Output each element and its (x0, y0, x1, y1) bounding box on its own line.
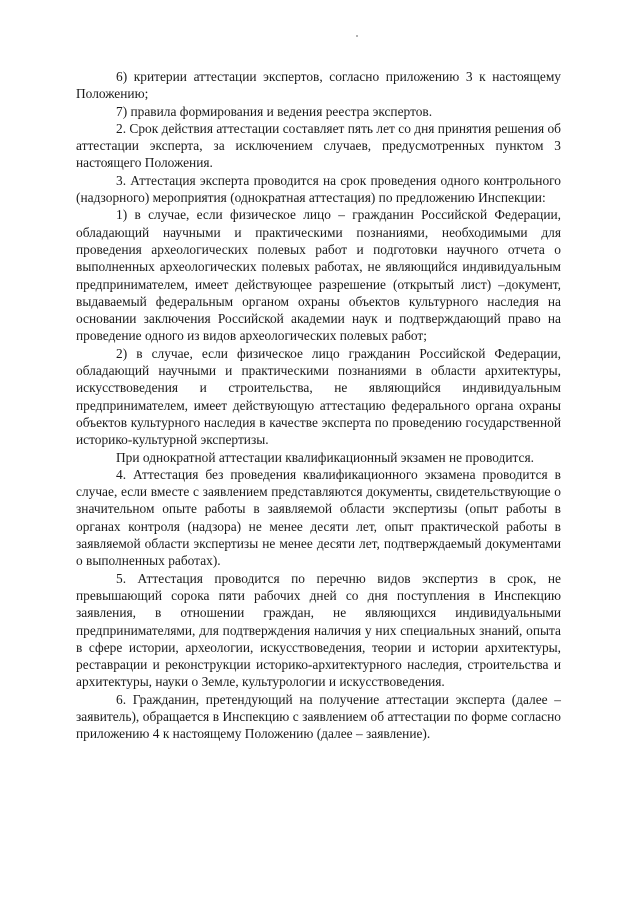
paragraph-no-exam: При однократной аттестации квалификационный экзамен не проводится. (116, 449, 534, 465)
paragraph-archaeology-case: 1) в случае, если физическое лицо – гражданин Российской Федерации, обладающий научными и практическими познаниями, необходимыми для проведения археологических полевых работ и подготовки научного отчета о выполненных археологических полевых работах, не являющийся индивидуальным предпринимателем, имеет действующее разрешение (открытый лист) –документ, выдаваемый федеральным органом охраны объектов культурного наследия на основании заключения Российской академии наук и подтверждающий право на проведение одного из видов археологических полевых работ; (76, 207, 561, 344)
document-body (76, 68, 561, 743)
paragraph-criteria-item: 6) критерии аттестации экспертов, согласно приложению 3 к настоящему Положению; (76, 69, 561, 102)
paragraph-registry-item: 7) правила формирования и ведения реестра экспертов. (116, 103, 433, 119)
scan-speck (356, 35, 358, 37)
paragraph-attestation-scope: 5. Аттестация проводится по перечню видов экспертиз в срок, не превышающий сорока пяти рабочих дней со дня поступления в Инспекцию заявления, в отношении граждан, не являющихся индивидуальными предпринимателями, для подтверждения наличия у них специальных знаний, опыта в сфере истории, археологии, искусствоведения, теории и истории архитектуры, реставрации и реконструкции историко-архитектурного наследия, строительства и архитектуры, науки о Земле, культурологии и искусствоведения. (76, 570, 561, 690)
paragraph-without-exam: 4. Аттестация без проведения квалификационного экзамена проводится в случае, если вместе с заявлением представляются документы, свидетельствующие о значительном опыте работы в заявляемой области экспертизы (опыт работы в органах контроля (надзора) не менее десяти лет, опыт практической работы в заявляемой области экспертизы не менее десяти лет, подтверждаемый документами о выполненных работах). (76, 466, 561, 569)
paragraph-single-attestation: 3. Аттестация эксперта проводится на срок проведения одного контрольного (надзорного) мероприятия (однократная аттестация) по предложению Инспекции: (76, 172, 561, 206)
paragraph-architecture-case: 2) в случае, если физическое лицо гражданин Российской Федерации, обладающий научными и практическими познаниями в области архитектуры, искусствоведения и строительства, не являющийся индивидуальным предпринимателем, имеет действующую аттестацию федерального органа охраны объектов культурного наследия в качестве эксперта по проведению государственной историко-культурной экспертизы. (76, 345, 561, 448)
paragraph-application: 6. Гражданин, претендующий на получение аттестации эксперта (далее –заявитель), обращается в Инспекцию с заявлением об аттестации по форме согласно приложению 4 к настоящему Положению (далее – заявление). (76, 691, 561, 742)
paragraph-validity-term: 2. Срок действия аттестации составляет пять лет со дня принятия решения об аттестации эксперта, за исключением случаев, предусмотренных пунктом 3 настоящего Положения. (76, 120, 561, 171)
